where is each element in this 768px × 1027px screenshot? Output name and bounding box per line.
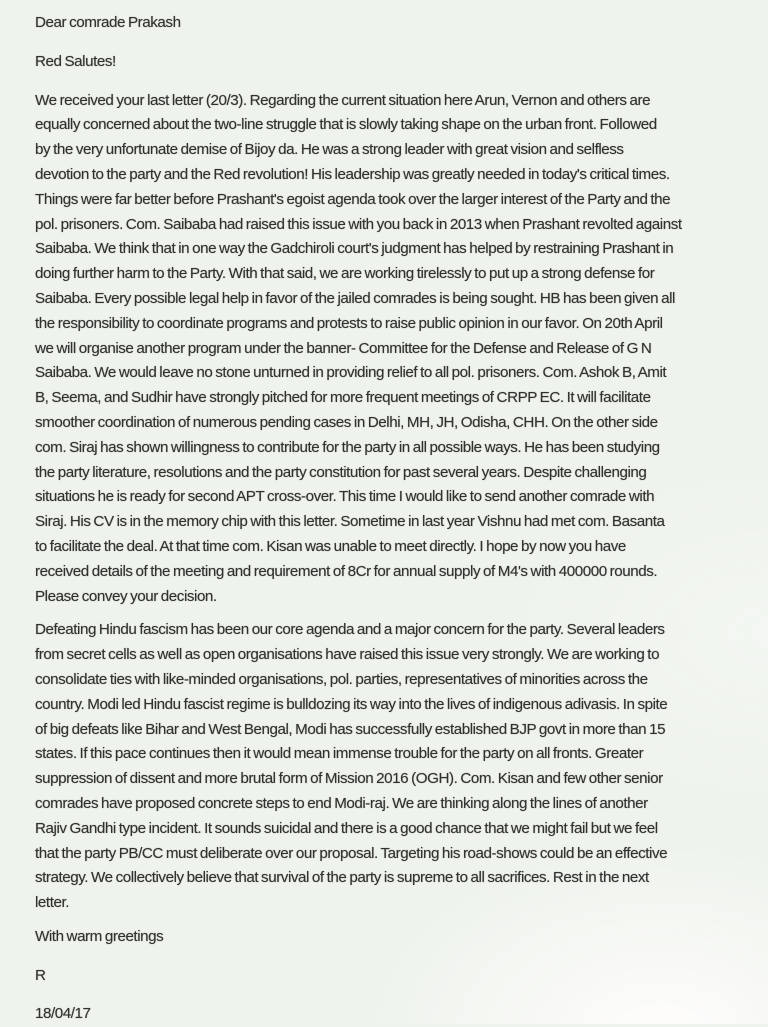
text-line: states. If this pace continues then it would mean immense trouble for the party on all fronts. Greater [35,742,740,767]
text-line: com. Siraj has shown willingness to contribute for the party in all possible ways. He has been studying [35,436,740,461]
text-line: country. Modi led Hindu fascist regime is bulldozing its way into the lives of indigenous adivasis. In spite [35,693,740,718]
text-line: Saibaba. We think that in one way the Gadchiroli court's judgment has helped by restraining Prashant in [35,237,740,262]
text-line: we will organise another program under the banner- Committee for the Defense and Release of G N [35,337,740,362]
text-line: that the party PB/CC must deliberate over our proposal. Targeting his road-shows could be an effective [35,842,740,867]
text-line: the party literature, resolutions and the party constitution for past several years. Despite challenging [35,461,740,486]
text-line: from secret cells as well as open organisations have raised this issue very strongly. We are working to [35,643,740,668]
signature: R [35,964,740,989]
text-line: smoother coordination of numerous pending cases in Delhi, MH, JH, Odisha, CHH. On the other side [35,411,740,436]
greeting: Red Salutes! [35,50,740,75]
text-line: devotion to the party and the Red revolution! His leadership was greatly needed in today's critical times. [35,163,740,188]
text-line: B, Seema, and Sudhir have strongly pitched for more frequent meetings of CRPP EC. It will facilitate [35,386,740,411]
text-line: of big defeats like Bihar and West Bengal, Modi has successfully established BJP govt in more than 15 [35,718,740,743]
text-line: Rajiv Gandhi type incident. It sounds suicidal and there is a good chance that we might fail but we feel [35,817,740,842]
text-line: doing further harm to the Party. With that said, we are working tirelessly to put up a strong defense for [35,262,740,287]
text-line: consolidate ties with like-minded organisations, pol. parties, representatives of minorities across the [35,668,740,693]
text-line: Defeating Hindu fascism has been our core agenda and a major concern for the party. Several leaders [35,618,740,643]
text-line: strategy. We collectively believe that survival of the party is supreme to all sacrifices. Rest in the next [35,866,740,891]
text-line: We received your last letter (20/3). Regarding the current situation here Arun, Vernon and others are [35,89,740,114]
text-line: by the very unfortunate demise of Bijoy da. He was a strong leader with great vision and selfless [35,138,740,163]
text-line: Saibaba. Every possible legal help in favor of the jailed comrades is being sought. HB has been given all [35,287,740,312]
text-line: pol. prisoners. Com. Saibaba had raised this issue with you back in 2013 when Prashant revolted against [35,213,740,238]
text-line: Please convey your decision. [35,585,740,610]
text-line: Siraj. His CV is in the memory chip with this letter. Sometime in last year Vishnu had met com. Basanta [35,510,740,535]
text-line: situations he is ready for second APT cross-over. This time I would like to send another comrade with [35,485,740,510]
paragraph-situation-update [35,89,740,610]
paragraph-agenda [35,618,740,916]
salutation: Dear comrade Prakash [35,11,740,36]
closing: With warm greetings [35,925,740,950]
text-line: letter. [35,891,740,916]
text-line: Things were far better before Prashant's egoist agenda took over the larger interest of the Party and the [35,188,740,213]
text-line: comrades have proposed concrete steps to end Modi-raj. We are thinking along the lines of another [35,792,740,817]
text-line: to facilitate the deal. At that time com. Kisan was unable to meet directly. I hope by now you have [35,535,740,560]
text-line: suppression of dissent and more brutal form of Mission 2016 (OGH). Com. Kisan and few other senior [35,767,740,792]
letter-date: 18/04/17 [35,1002,740,1027]
text-line: equally concerned about the two-line struggle that is slowly taking shape on the urban front. Followed [35,113,740,138]
text-line: received details of the meeting and requirement of 8Cr for annual supply of M4's with 400000 rounds. [35,560,740,585]
text-line: the responsibility to coordinate programs and protests to raise public opinion in our favor. On 20th April [35,312,740,337]
text-line: Saibaba. We would leave no stone unturned in providing relief to all pol. prisoners. Com. Ashok B, Amit [35,361,740,386]
